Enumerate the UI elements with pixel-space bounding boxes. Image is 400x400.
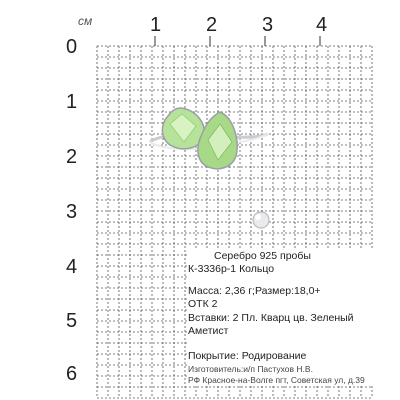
x-axis-label-3: 3 [262, 14, 274, 36]
x-axis-label-2: 2 [206, 14, 218, 36]
tag-weight-size: Масса: 2,36 г;Размер:18,0+ [188, 284, 321, 297]
x-axis-label-1: 1 [150, 14, 162, 36]
tag-article: К-3336р-1 Кольцо [188, 263, 275, 276]
product-tag [188, 250, 388, 386]
y-axis-label-0: 0 [66, 36, 78, 58]
tag-otk: ОТК 2 [188, 298, 218, 311]
y-axis-label-1: 1 [66, 91, 78, 113]
right-stone [198, 112, 237, 169]
tag-inserts: Вставки: 2 Пл. Кварц цв. Зеленый [188, 311, 354, 324]
y-axis-label-6: 6 [66, 363, 78, 385]
y-axis-label-3: 3 [66, 201, 78, 223]
left-stone [162, 108, 204, 149]
y-axis-label-5: 5 [66, 310, 78, 332]
y-axis-label-4: 4 [66, 256, 78, 278]
x-axis-label-4: 4 [316, 14, 328, 36]
unit-label: см [78, 14, 93, 28]
tag-inserts-cont: Аметист [188, 325, 229, 338]
tag-manufacturer: Изготовитель:и/п Пастухов Н.В. [188, 363, 313, 374]
y-axis-label-2: 2 [66, 146, 78, 168]
tag-coating: Покрытие: Родирование [188, 350, 307, 363]
tag-address: РФ Красное-на-Волге пгт, Советская ул, д.39 [188, 374, 365, 385]
tag-material: Серебро 925 пробы [214, 250, 311, 262]
ring-image [150, 108, 268, 169]
bead-image [253, 212, 269, 228]
